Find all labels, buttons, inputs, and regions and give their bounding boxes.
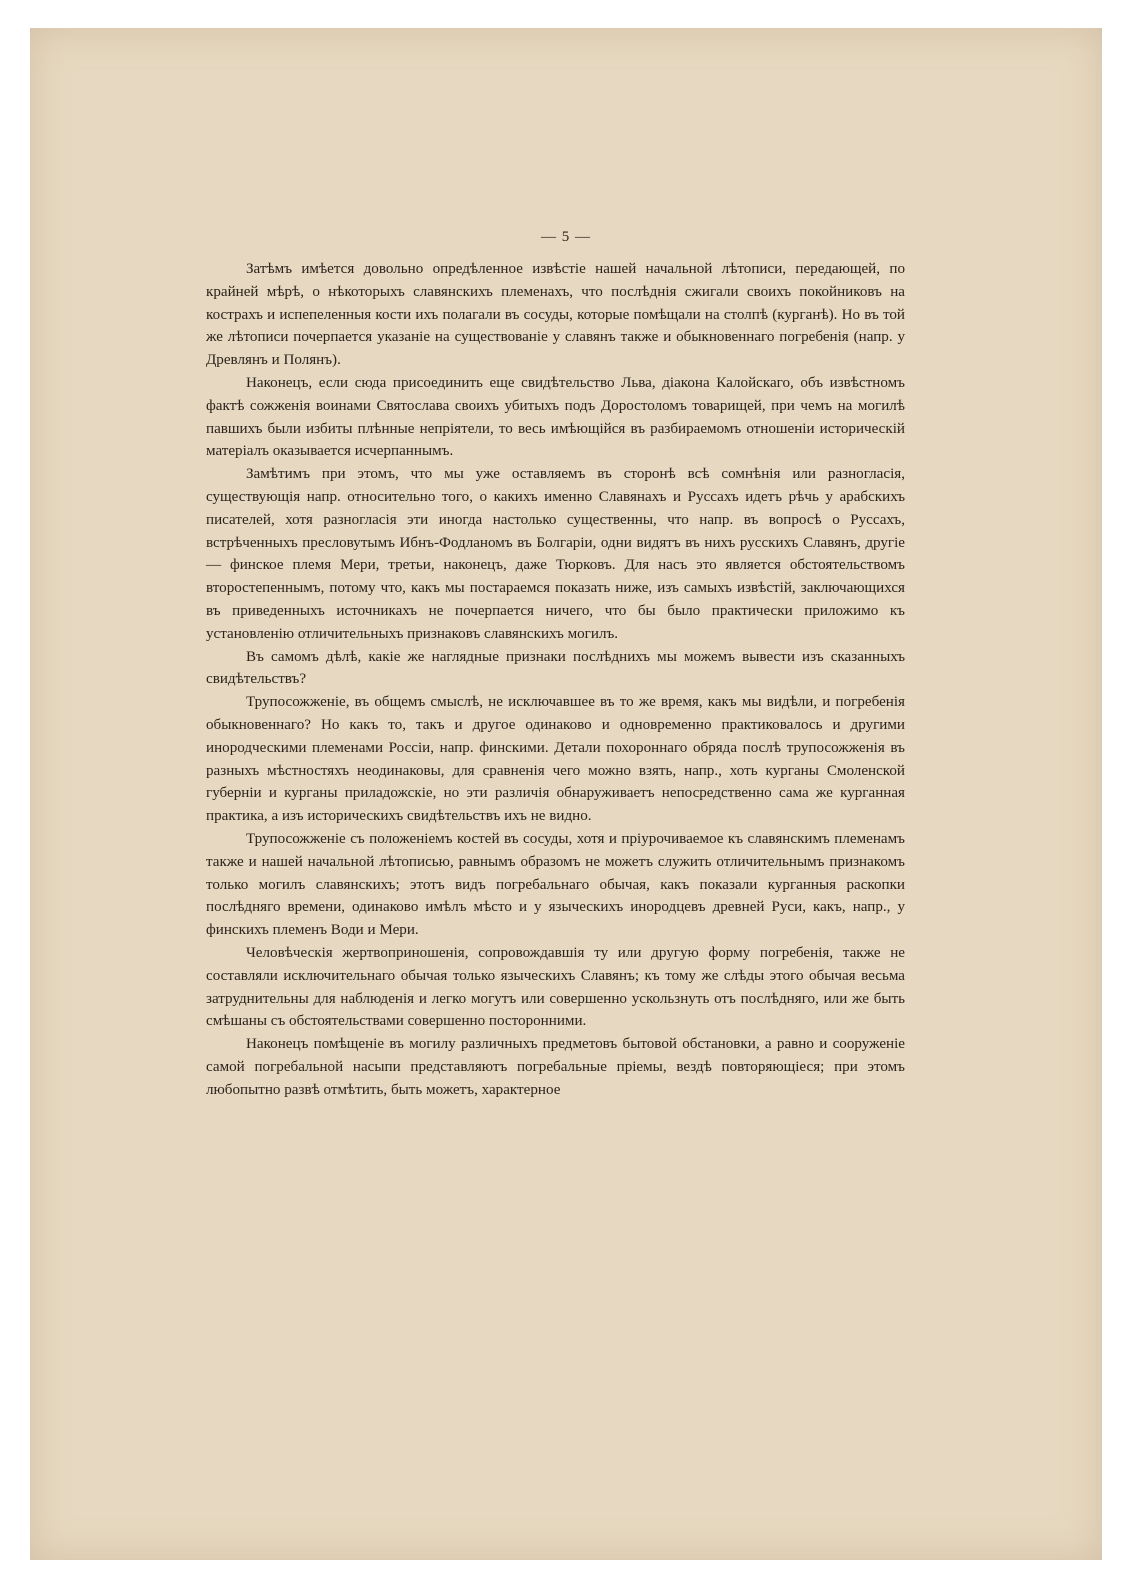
- scanned-page: [30, 28, 1102, 1560]
- paragraph: Человѣческія жертвоприношенія, сопровождавшія ту или другую форму погребенія, также не составляли исключительнаго обычая только языческихъ Славянъ; къ тому же слѣды этого обычая весьма затруднительны для наблюденія и легко могутъ или совершенно ускользнуть отъ послѣдняго, или же быть смѣшаны съ обстоятельствами совершенно посторонними.: [206, 944, 905, 1030]
- page-number: — 5 —: [541, 229, 591, 245]
- paragraph: Трупосожженіе, въ общемъ смыслѣ, не исключавшее въ то же время, какъ мы видѣли, и погребенія обыкновеннаго? Но какъ то, такъ и другое одинаково и одновременно практиковалось и другими инородческими племенами Россіи, напр. финскими. Детали похороннаго обряда послѣ трупосожженія въ разныхъ мѣстностяхъ неодинаковы, для сравненія чего можно взять, напр., хоть курганы Смоленской губерніи и курганы приладожскіе, но эти различія обнаруживаетъ непосредственно сама же курганная практика, а изъ историческихъ свидѣтельствъ ихъ не видно.: [206, 694, 905, 825]
- paragraph: Затѣмъ имѣется довольно опредѣленное извѣстіе нашей начальной лѣтописи, передающей, по крайней мѣрѣ, о нѣкоторыхъ славянскихъ племенахъ, что послѣднія сжигали своихъ покойниковъ на кострахъ и испепеленныя кости ихъ полагали въ сосуды, которые помѣщали на столпѣ (курганѣ). Но въ той же лѣтописи почерпается указаніе на существованіе у славянъ также и обыкновеннаго погребенія (напр. у Древлянъ и Полянъ).: [206, 261, 905, 369]
- paragraph: Въ самомъ дѣлѣ, какіе же наглядные признаки послѣднихъ мы можемъ вывести изъ сказанныхъ свидѣтельствъ?: [206, 648, 905, 688]
- paragraph: Наконецъ, если сюда присоединить еще свидѣтельство Льва, діакона Калойскаго, объ извѣстномъ фактѣ сожженія воинами Святослава своихъ убитыхъ подъ Доростоломъ товарищей, при чемъ на могилѣ павшихъ были избиты плѣнные непріятели, то весь имѣющійся въ разбираемомъ отношеніи историческій матеріалъ оказывается исчерпаннымъ.: [206, 374, 905, 460]
- paragraph: Наконецъ помѣщеніе въ могилу различныхъ предметовъ бытовой обстановки, а равно и сооруженіе самой погребальной насыпи представляютъ погребальные пріемы, вездѣ повторяющіеся; при этомъ любопытно развѣ отмѣтить, быть можетъ, характерное: [206, 1036, 905, 1098]
- paragraph: Замѣтимъ при этомъ, что мы уже оставляемъ въ сторонѣ всѣ сомнѣнія или разногласія, существующія напр. относительно того, о какихъ именно Славянахъ и Руссахъ идетъ рѣчь у арабскихъ писателей, хотя разногласія эти иногда настолько существенны, что напр. въ вопросѣ о Руссахъ, встрѣченныхъ пресловутымъ Ибнъ-Фодланомъ въ Болгаріи, одни видятъ въ нихъ русскихъ Славянъ, другіе — финское племя Мери, третьи, наконецъ, даже Тюрковъ. Для насъ это является обстоятельствомъ второстепеннымъ, потому что, какъ мы постараемся показать ниже, изъ самыхъ извѣстій, заключающихся въ приведенныхъ источникахъ не почерпается ничего, что бы было практически приложимо къ установленію отличительныхъ признаковъ славянскихъ могилъ.: [206, 466, 905, 642]
- paragraph: Трупосожженіе съ положеніемъ костей въ сосуды, хотя и пріурочиваемое къ славянскимъ племенамъ также и нашей начальной лѣтописью, равнымъ образомъ не можетъ служить отличительнымъ признакомъ только могилъ славянскихъ; этотъ видъ погребальнаго обычая, какъ показали курганныя раскопки послѣдняго времени, одинаково имѣлъ мѣсто и у языческихъ инородцевъ древней Руси, какъ, напр., у финскихъ племенъ Води и Мери.: [206, 830, 905, 939]
- body-text: [206, 258, 905, 1101]
